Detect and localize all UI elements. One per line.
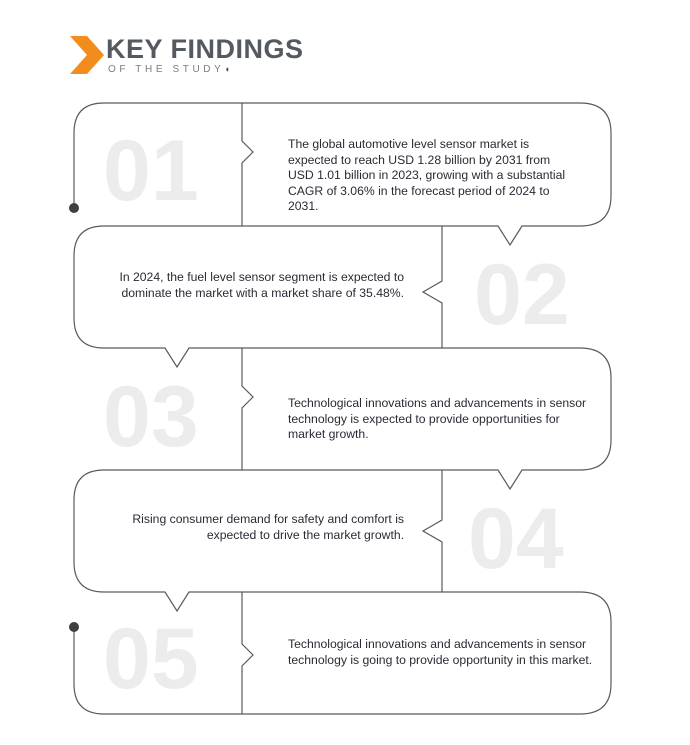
finding-text-03: Technological innovations and advancements in sensor technology is expected to provide opportunities for market growth. xyxy=(288,396,587,441)
finding-text-02: In 2024, the fuel level sensor segment is expected to dominate the market with a market share of 35.48%. xyxy=(119,270,404,300)
finding-text-01: The global automotive level sensor market is expected to reach USD 1.28 billion by 2031 from USD 1.01 billion in 2023, growing with a substantial CAGR of 3.06% in the forecast period of 2024 to 2031. xyxy=(288,137,566,213)
moon-icon: ◖ xyxy=(224,64,230,74)
finding-number-05: 05 xyxy=(103,611,199,707)
start-dot xyxy=(69,203,79,213)
finding-text-05: Technological innovations and advancements in sensor technology is going to provide opportunity in this market. xyxy=(288,637,593,667)
finding-number-04: 04 xyxy=(468,491,564,587)
finding-number-02: 02 xyxy=(474,247,570,343)
page-subtitle: OF THE STUDY◖ xyxy=(108,64,230,75)
header xyxy=(70,34,370,84)
finding-number-03: 03 xyxy=(103,369,199,465)
finding-text-04: Rising consumer demand for safety and comfort is expected to drive the market growth. xyxy=(132,512,404,542)
end-dot xyxy=(69,622,79,632)
chevron-right-icon xyxy=(70,36,106,76)
page-title: KEY FINDINGS xyxy=(106,34,304,64)
finding-number-01: 01 xyxy=(103,123,199,219)
